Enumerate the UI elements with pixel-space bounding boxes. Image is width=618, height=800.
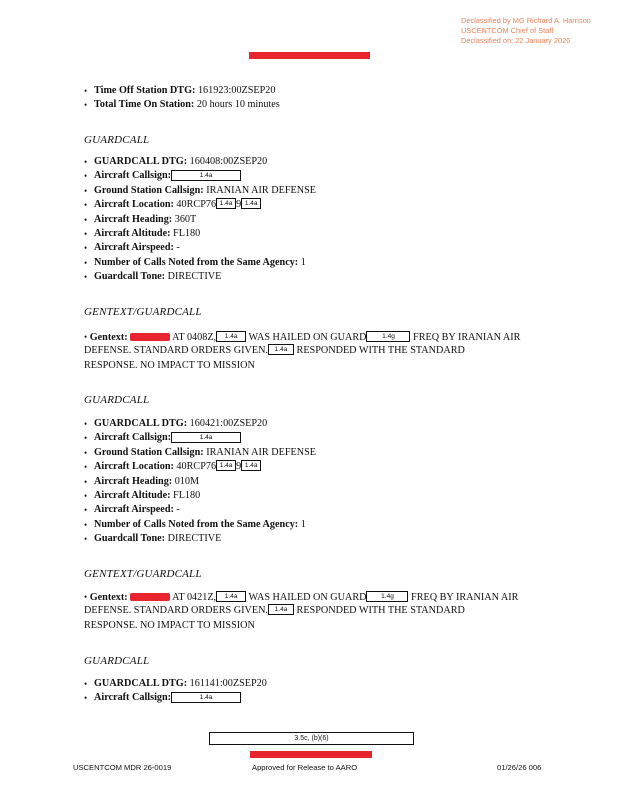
declassifier-title: USCENTCOM Chief of Staff [461,26,554,35]
section-heading-guardcall-2: GUARDCALL [84,394,150,406]
redaction-box: 1.4a [171,432,241,443]
declassified-date: Declassified on: 22 January 2026 [461,36,571,45]
field-label: Aircraft Altitude: [94,489,171,501]
redaction-box: 1.4a [241,460,261,471]
aircraft-callsign [84,431,316,445]
field-value: 40RCP76 [173,199,217,211]
aircraft-airspeed [84,503,316,517]
declassification-stamp [461,16,611,46]
field-label: Aircraft Heading: [94,475,173,487]
guardcall-tone [84,270,316,284]
guardcall-1-fields [84,155,316,285]
ground-station-callsign [84,184,316,198]
gentext-text: DEFENSE. STANDARD ORDERS GIVEN. [84,345,268,357]
field-value: 161923:00ZSEP20 [195,85,276,96]
ground-station-callsign [84,446,316,460]
field-label: GUARDCALL DTG: [94,156,188,167]
aircraft-heading [84,475,316,489]
field-label: Ground Station Callsign: [94,446,204,458]
field-label: Guardcall Tone: [94,271,166,283]
field-label: Ground Station Callsign: [94,184,204,196]
aircraft-airspeed [84,241,316,255]
gentext-text: WAS HAILED ON GUARD [248,592,367,603]
redaction-box: 1.4a [216,198,236,209]
field-value: 160408:00ZSEP20 [187,156,268,167]
footer-release-note: Approved for Release to AARO [252,763,358,772]
field-value: FL180 [170,489,201,501]
field-value: DIRECTIVE [165,271,222,283]
gentext-text: DEFENSE. STANDARD ORDERS GIVEN. [84,605,268,617]
field-value: 9 [236,461,242,473]
gentext-text: FREQ BY IRANIAN AIR [413,332,521,343]
number-of-calls [84,256,316,270]
redaction-box: 1.4a [268,344,294,355]
section-heading-gentext-2: GENTEXT/GUARDCALL [84,568,202,580]
footer-redaction-bar [250,751,372,758]
gentext-text: RESPONSE. NO IMPACT TO MISSION [84,359,255,371]
redaction-box: 1.4a [216,331,246,342]
field-value: 161141:00ZSEP20 [187,678,267,689]
aircraft-callsign [84,691,267,705]
redaction-box: 1.4a [171,170,241,181]
field-label: GUARDCALL DTG: [94,678,188,689]
field-value: 20 hours 10 minutes [194,99,280,111]
redaction-box: 1.4a [216,591,246,602]
guardcall-dtg [84,677,267,691]
gentext-text: RESPONDED WITH THE STANDARD [296,345,465,357]
field-label: Number of Calls Noted from the Same Agency: [94,518,299,530]
field-value: IRANIAN AIR DEFENSE [203,184,316,196]
redaction-box: 1.4a [171,692,241,703]
field-label: Aircraft Location: [94,461,174,473]
redaction-box: 1.4g [366,331,410,342]
aircraft-altitude [84,227,316,241]
field-label: Aircraft Callsign: [94,170,172,182]
gentext-line [84,604,544,618]
gentext-text: RESPONDED WITH THE STANDARD [296,605,465,617]
gentext-text: WAS HAILED ON GUARD [248,332,367,343]
field-label: Aircraft Location: [94,199,174,211]
footer-date-page: 01/26/26 006 [497,763,542,772]
gentext-line [84,344,544,358]
guardcall-2-fields [84,417,316,547]
section-heading-gentext-1: GENTEXT/GUARDCALL [84,306,202,318]
declassified-by: Declassified by MG Richard A. Harrison [461,16,591,25]
field-label: Gentext: [89,332,128,343]
number-of-calls [84,518,316,532]
gentext-line: • Gentext: AT 0421Z, 1.4a WAS HAILED ON GUARD 1.4g FREQ BY IRANIAN AIR [84,592,519,603]
guardcall-3-fields [84,677,267,706]
guardcall-dtg [84,417,316,431]
aircraft-altitude [84,489,316,503]
guardcall-dtg [84,155,316,169]
section-heading-guardcall-3: GUARDCALL [84,655,150,667]
field-value: 9 [236,199,242,211]
aircraft-heading [84,213,316,227]
field-value: 160421:00ZSEP20 [187,418,268,429]
gentext-line: • Gentext: AT 0408Z, 1.4a WAS HAILED ON GUARD 1.4g FREQ BY IRANIAN AIR [84,332,521,343]
field-value: 1 [298,256,306,268]
field-value: 40RCP76 [173,461,217,473]
field-label: Aircraft Heading: [94,213,173,225]
field-label: GUARDCALL DTG: [94,418,188,429]
field-label: Aircraft Airspeed: [94,242,174,254]
aircraft-location [84,460,316,474]
field-value: - [173,242,180,254]
section-heading-guardcall-1: GUARDCALL [84,134,150,146]
total-time-on-station [84,98,280,112]
gentext-line [84,359,544,373]
gentext-text: AT 0421Z, [172,592,217,603]
aircraft-callsign [84,169,316,183]
field-value: - [173,504,180,516]
redaction-box: 1.4g [366,591,408,602]
field-label: Aircraft Altitude: [94,227,171,239]
gentext-2-paragraph [84,590,544,633]
field-value: 010M [172,475,200,487]
gentext-text: FREQ BY IRANIAN AIR [411,592,519,603]
station-summary [84,84,280,113]
field-label: Aircraft Callsign: [94,432,172,444]
field-value: 360T [172,213,197,225]
field-value: IRANIAN AIR DEFENSE [203,446,316,458]
time-off-station [84,84,280,98]
redaction-box: 1.4a [241,198,261,209]
field-value: FL180 [170,227,201,239]
field-label: Aircraft Callsign: [94,692,172,704]
field-label: Gentext: [89,592,128,603]
header-redaction-bar [249,52,370,59]
redaction-box: 1.4a [268,604,294,615]
red-redaction [130,593,170,601]
field-label: Time Off Station DTG: [94,85,196,96]
redaction-box: 1.4a [216,460,236,471]
field-value: DIRECTIVE [165,533,222,545]
footer-document-id: USCENTCOM MDR 26-0019 [73,763,172,772]
guardcall-tone [84,532,316,546]
field-value: 1 [298,518,306,530]
field-label: Aircraft Airspeed: [94,504,174,516]
field-label: Number of Calls Noted from the Same Agency: [94,256,299,268]
exemption-redaction-box: 3.5c, (b)(6) [209,732,414,745]
gentext-text: AT 0408Z, [172,332,217,343]
gentext-text: RESPONSE. NO IMPACT TO MISSION [84,619,255,631]
aircraft-location [84,198,316,212]
field-label: Guardcall Tone: [94,533,166,545]
gentext-1-paragraph [84,330,544,373]
gentext-line [84,619,544,633]
field-label: Total Time On Station: [94,99,195,111]
red-redaction [130,333,170,341]
